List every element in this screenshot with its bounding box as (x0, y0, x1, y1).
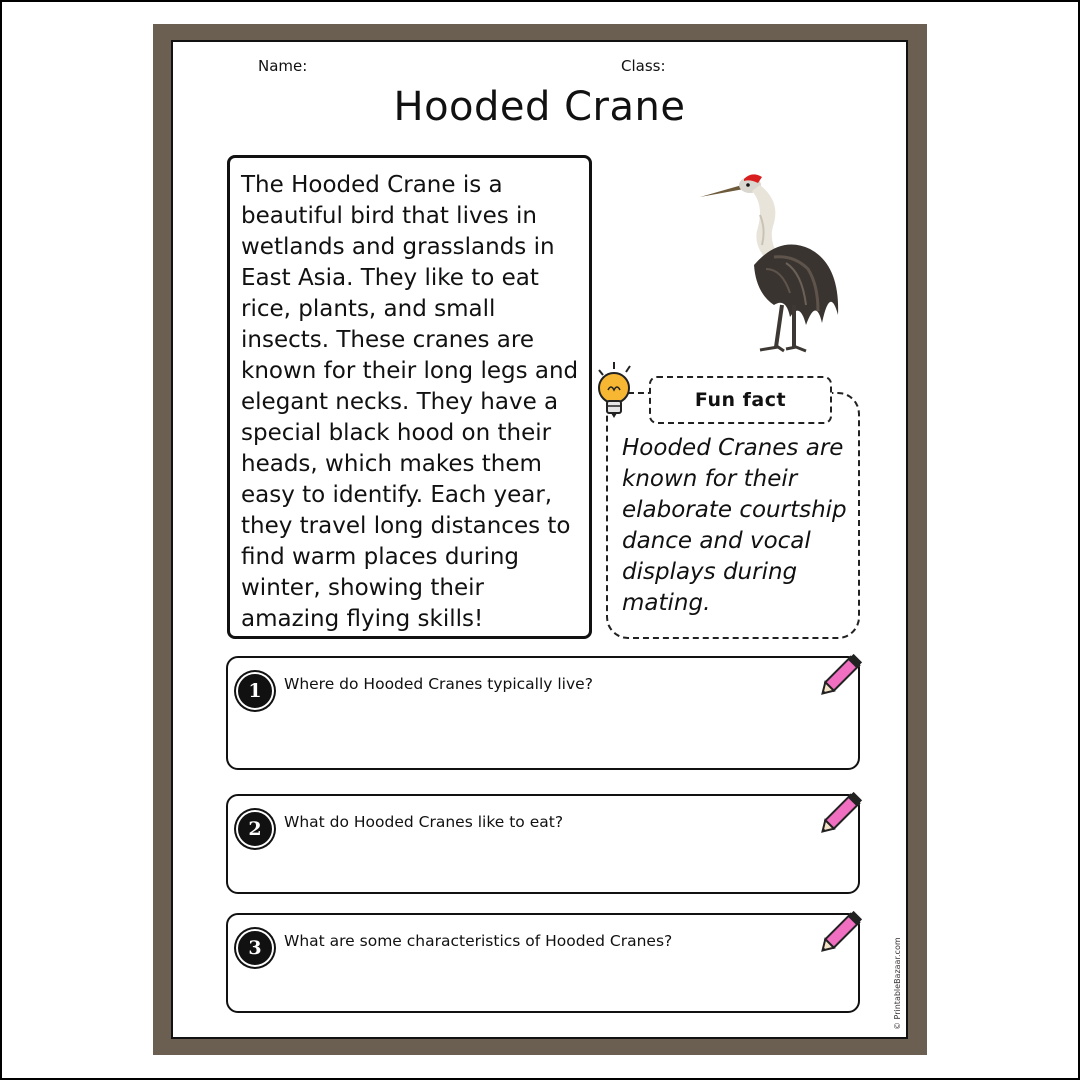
credit-text: © PrintableBazaar.com (893, 937, 902, 1030)
question-box-2[interactable] (226, 794, 860, 894)
fun-fact-text: Hooded Cranes are known for their elaborate courtship dance and vocal displays during mating. (622, 435, 847, 616)
question-number-badge: 3 (238, 931, 272, 965)
question-box-3[interactable] (226, 913, 860, 1013)
question-number-badge: 1 (238, 674, 272, 708)
pencil-icon (816, 648, 870, 698)
page-title: Hooded Crane (393, 84, 686, 130)
crane-illustration (690, 165, 850, 360)
pencil-icon (816, 786, 870, 836)
question-text: What are some characteristics of Hooded Cranes? (284, 932, 673, 950)
reading-passage: The Hooded Crane is a beautiful bird that lives in wetlands and grasslands in East Asia. They like to eat rice, plants, and small insects. These cranes are known for their long legs and elegant necks. They have a special black hood on their heads, which makes them easy to identify. Each year, they travel long distances to find warm places during winter, showing their amazing flying skills! (227, 155, 592, 639)
name-label: Name: (258, 57, 308, 75)
question-box-1[interactable] (226, 656, 860, 770)
fun-fact-title: Fun fact (649, 376, 832, 424)
question-number-badge: 2 (238, 812, 272, 846)
class-label: Class: (621, 57, 666, 75)
question-text: What do Hooded Cranes like to eat? (284, 813, 564, 831)
pencil-icon (816, 905, 870, 955)
question-text: Where do Hooded Cranes typically live? (284, 675, 593, 693)
lightbulb-icon (592, 360, 642, 420)
